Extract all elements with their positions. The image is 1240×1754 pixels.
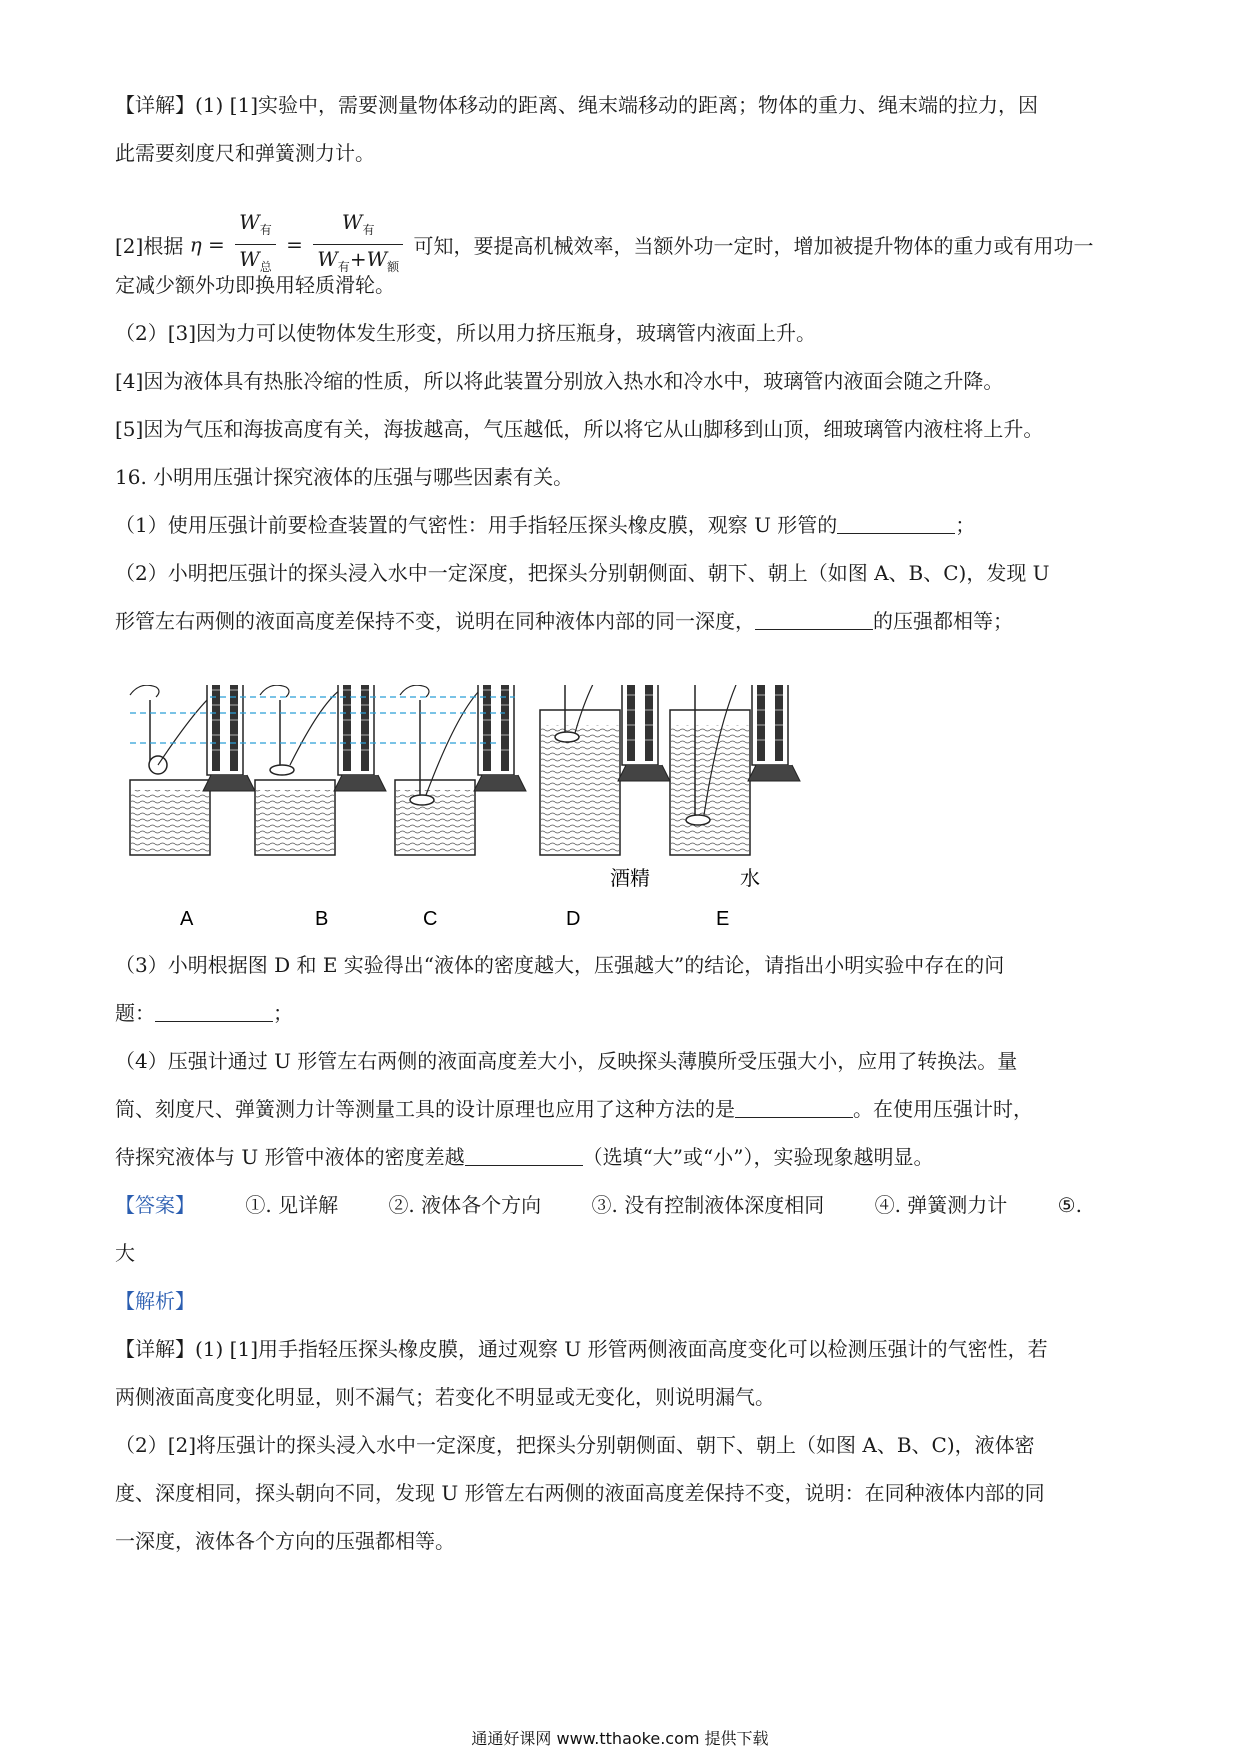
fraction-useful-total: $\frac{W_有}{W_总}$ — [235, 208, 276, 281]
figure-label-e: E — [716, 908, 730, 930]
answer-2: ②. 液体各个方向 — [388, 1193, 542, 1217]
figure-label-c: C — [423, 908, 438, 930]
detail-line-4: 定减少额外功即换用轻质滑轮。 — [115, 273, 395, 297]
analysis-line-1: 【详解】(1) [1]用手指轻压探头橡皮膜，通过观察 U 形管两侧液面高度变化可以检测压强计的气密性，若 — [115, 1337, 1048, 1361]
figure-label-a: A — [180, 908, 194, 930]
analysis-line-5: 一深度，液体各个方向的压强都相等。 — [115, 1529, 455, 1553]
detail-line-7: [5]因为气压和海拔高度有关，海拔越高，气压越低，所以将它从山脚移到山顶，细玻璃管内液柱将上升。 — [115, 417, 1044, 441]
level-guides — [130, 697, 515, 743]
label-water: 水 — [740, 866, 760, 890]
figure-label-d: D — [566, 908, 581, 930]
question-16-part-4: （4）压强计通过 U 形管左右两侧的液面高度差大小，反映探头薄膜所受压强大小，应用了转换法。量 — [115, 1049, 1018, 1073]
eta-symbol: η = — [189, 232, 225, 257]
efficiency-formula-line — [115, 208, 1094, 272]
question-16-part-1: （1）使用压强计前要检查装置的气密性：用手指轻压探头橡皮膜，观察 U 形管的 ； — [115, 513, 976, 537]
setup-e — [670, 685, 800, 855]
label-alcohol: 酒精 — [610, 866, 650, 890]
analysis-tag: 【解析】 — [115, 1289, 195, 1313]
question-16-part-4-cont: 筒、刻度尺、弹簧测力计等测量工具的设计原理也应用了这种方法的是 。在使用压强计时， — [115, 1097, 1033, 1121]
detail-line-1: 【详解】(1) [1]实验中，需要测量物体移动的距离、绳末端移动的距离；物体的重力、绳末端的拉力，因 — [115, 93, 1039, 117]
analysis-line-2: 两侧液面高度变化明显，则不漏气；若变化不明显或无变化，则说明漏气。 — [115, 1385, 775, 1409]
question-16-part-2-cont: 形管左右两侧的液面高度差保持不变，说明在同种液体内部的同一深度， 的压强都相等； — [115, 609, 1013, 633]
equals-sign: = — [286, 232, 303, 257]
question-16-part-2: （2）小明把压强计的探头浸入水中一定深度，把探头分别朝侧面、朝下、朝上（如图 A、B、C)，发现 U — [115, 561, 1050, 585]
answer-4: ④. 弹簧测力计 — [874, 1193, 1008, 1217]
formula-prefix: [2]根据 — [115, 234, 184, 258]
question-16-part-3-cont: 题： ； — [115, 1001, 293, 1025]
detail-line-2: 此需要刻度尺和弹簧测力计。 — [115, 141, 375, 165]
setup-b — [255, 685, 386, 855]
analysis-line-3: （2）[2]将压强计的探头浸入水中一定深度，把探头分别朝侧面、朝下、朝上（如图 A、B、C)，液体密 — [115, 1433, 1035, 1457]
page-footer: 通通好课网 www.tthaoke.com 提供下载 — [471, 1729, 769, 1748]
setup-a — [130, 685, 255, 855]
answer-3: ③. 没有控制液体深度相同 — [591, 1193, 825, 1217]
fraction-useful-sum: $\frac{W_有}{W_有+W_额}$ — [313, 208, 403, 281]
answer-tag: 【答案】 — [115, 1193, 195, 1217]
answer-5-value: 大 — [115, 1241, 135, 1265]
detail-line-5: （2）[3]因为力可以使物体发生形变，所以用力挤压瓶身，玻璃管内液面上升。 — [115, 321, 817, 345]
answer-blank-3[interactable] — [155, 999, 273, 1022]
detail-line-6: [4]因为液体具有热胀冷缩的性质，所以将此装置分别放入热水和冷水中，玻璃管内液面会随之升降。 — [115, 369, 1004, 393]
question-16-title: 16. 小明用压强计探究液体的压强与哪些因素有关。 — [115, 465, 574, 489]
answer-5: ⑤. — [1057, 1193, 1082, 1217]
answer-row — [115, 1190, 1145, 1220]
question-16-part-3: （3）小明根据图 D 和 E 实验得出“液体的密度越大，压强越大”的结论，请指出小明实验中存在的问 — [115, 953, 1005, 977]
answer-1: ①. 见详解 — [245, 1193, 339, 1217]
answer-blank-1[interactable] — [837, 511, 955, 534]
answer-blank-5[interactable] — [465, 1143, 583, 1166]
setup-c — [395, 685, 526, 855]
formula-suffix: 可知，要提高机械效率，当额外功一定时，增加被提升物体的重力或有用功一 — [413, 234, 1094, 258]
answer-blank-2[interactable] — [755, 607, 873, 630]
analysis-line-4: 度、深度相同，探头朝向不同，发现 U 形管左右两侧的液面高度差保持不变，说明：在同种液体内部的同 — [115, 1481, 1045, 1505]
figure-label-b: B — [315, 908, 329, 930]
answer-blank-4[interactable] — [735, 1095, 853, 1118]
setup-d — [540, 685, 670, 855]
question-16-part-4-end: 待探究液体与 U 形管中液体的密度差越 （选填“大”或“小”），实验现象越明显。 — [115, 1145, 934, 1169]
pressure-gauge-figure — [110, 685, 910, 945]
